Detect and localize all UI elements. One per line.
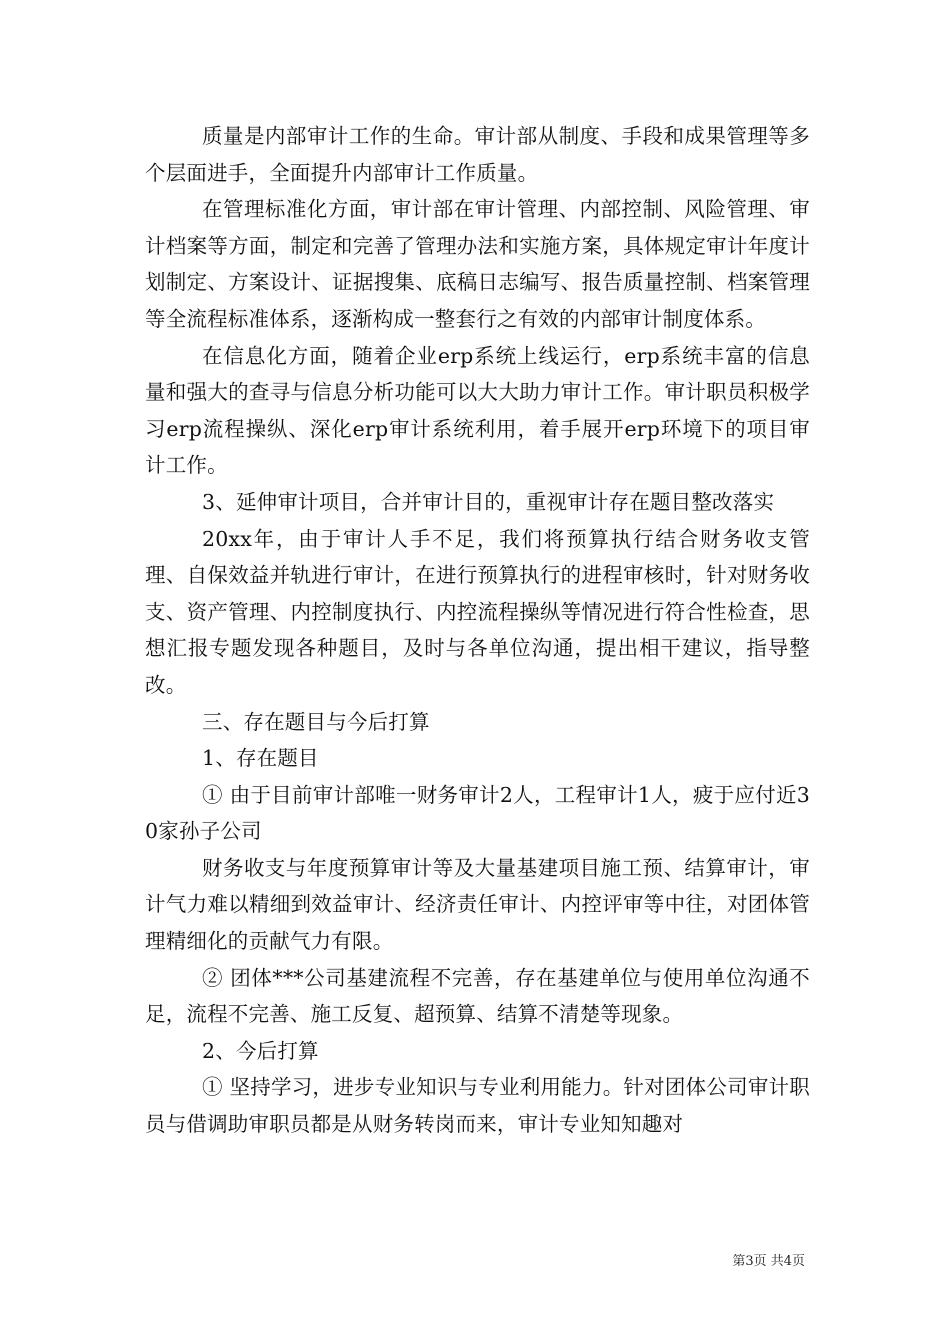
- document-body: [145, 118, 810, 1143]
- subsection-heading: 1、存在题目: [202, 746, 319, 771]
- page-number-footer: 第3页 共4页: [732, 1254, 805, 1269]
- subsection-heading: 2、今后打算: [202, 1038, 319, 1063]
- section-heading: 三、存在题目与今后打算: [202, 709, 430, 734]
- paragraph: 在管理标准化方面，审计部在审计管理、内部控制、风险管理、审计档案等方面，制定和完善了管理办法和实施方案，具体规定审计年度计划制定、方案设计、证据搜集、底稿日志编写、报告质量控制、档案管理等全流程标准体系，逐渐构成一整套行之有效的内部审计制度体系。: [145, 197, 810, 331]
- paragraph: 在信息化方面，随着企业erp系统上线运行，erp系统丰富的信息量和强大的查寻与信息分析功能可以大大助力审计工作。审计职员积极学习erp流程操纵、深化erp审计系统利用，着手展开erp环境下的项目审计工作。: [145, 343, 810, 478]
- section-heading: 3、延伸审计项目，合并审计目的，重视审计存在题目整改落实: [202, 489, 775, 514]
- paragraph: 质量是内部审计工作的生命。审计部从制度、手段和成果管理等多个层面进手，全面提升内部审计工作质量。: [145, 124, 810, 185]
- list-item: ① 坚持学习，进步专业知识与专业利用能力。针对团体公司审计职员与借调助审职员都是从财务转岗而来，审计专业知知趣对: [145, 1075, 810, 1137]
- list-item: ② 团体***公司基建流程不完善，存在基建单位与使用单位沟通不足，流程不完善、施工反复、超预算、结算不清楚等现象。: [145, 965, 810, 1027]
- paragraph: 20xx年，由于审计人手不足，我们将预算执行结合财务收支管理、自保效益并轨进行审计，在进行预算执行的进程审核时，针对财务收支、资产管理、内控制度执行、内控流程操纵等情况进行符合性检查，思想汇报专题发现各种题目，及时与各单位沟通，提出相干建议，指导整改。: [145, 526, 810, 697]
- paragraph: 财务收支与年度预算审计等及大量基建项目施工预、结算审计，审计气力难以精细到效益审计、经济责任审计、内控评审等中往，对团体管理精细化的贡献气力有限。: [145, 855, 810, 954]
- list-item: ① 由于目前审计部唯一财务审计2人，工程审计1人，疲于应付近30家孙子公司: [145, 782, 810, 844]
